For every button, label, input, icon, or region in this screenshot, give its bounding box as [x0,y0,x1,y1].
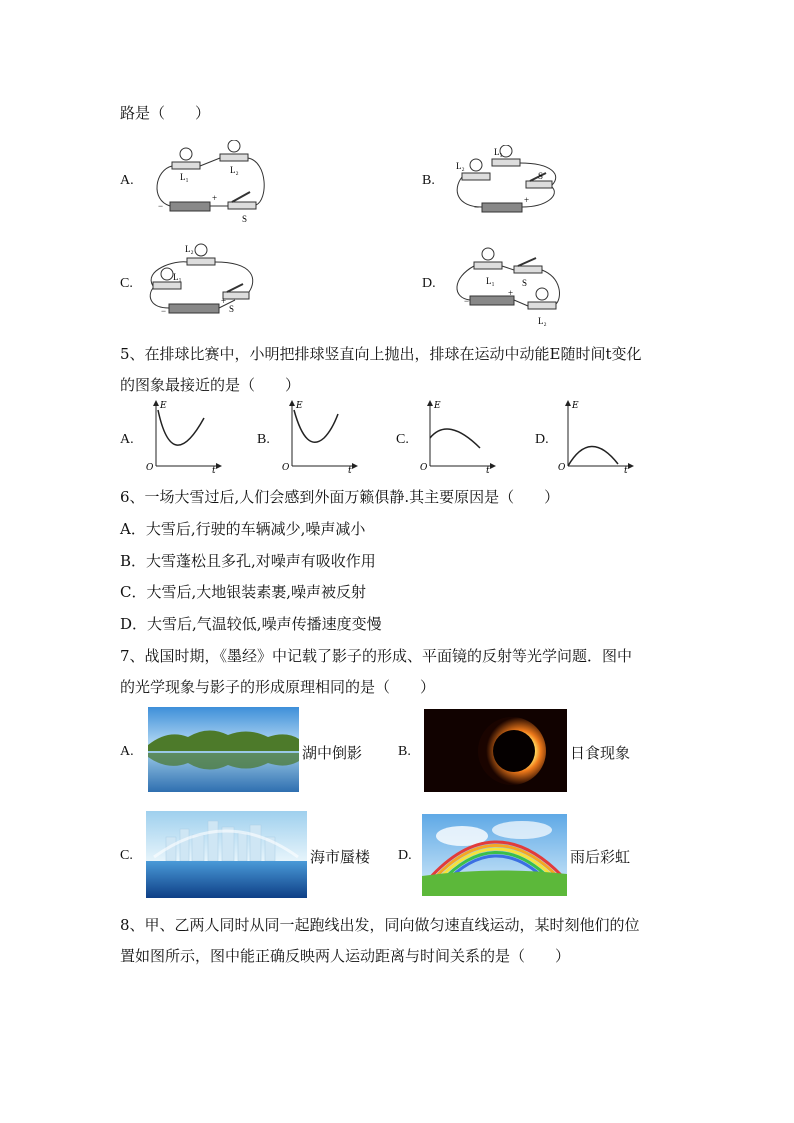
q7-line1: 7、战国时期，《墨经》中记载了影子的形成、平面镜的反射等光学问题．图中 [120,647,633,665]
q4d-l1: L₁ [486,276,495,286]
q7-photo-rainbow [422,814,567,896]
q4-option-c-label: C. [120,276,133,291]
q7-line2: 的光学现象与影子的形成原理相同的是（ ） [120,678,436,696]
q7-option-d-label: D. [398,848,412,863]
q4-option-a-label: A. [120,173,134,188]
q4c-minus: − [161,306,167,316]
q4-stem-tail: 路是（ ） [120,104,211,122]
q7-photo-lake-reflection [148,707,299,792]
q5-option-c-label: C. [396,432,409,447]
q6-stem: 6、一场大雪过后,人们会感到外面万籁俱静.其主要原因是（ ） [120,488,560,506]
q5-option-d-label: D. [535,432,549,447]
q7-photo-solar-eclipse [424,709,567,792]
q7-photo-mirage [146,811,307,898]
q7-option-c-label: C. [120,848,133,863]
q5c-y: E [434,401,441,411]
q6-option-d: D．大雪后,气温较低,噪声传播速度变慢 [120,615,382,633]
q4d-s: S [522,278,528,288]
q5d-o: O [558,463,566,473]
q4-option-d-label: D. [422,276,436,291]
q5-graph-a [144,398,224,473]
q7-caption-d: 雨后彩虹 [570,848,631,866]
q8-line1: 8、甲、乙两人同时从同一起跑线出发，同向做匀速直线运动，某时刻他们的位 [120,916,640,934]
q4b-l2: L₂ [456,161,465,171]
q7-caption-a: 湖中倒影 [302,744,363,762]
q4d-minus: − [464,296,470,306]
q4c-plus: + [221,296,227,306]
q4-circuit-c [145,240,265,320]
q5-line2: 的图象最接近的是（ ） [120,376,301,394]
q5-option-b-label: B. [257,432,270,447]
q5-graph-c [418,398,498,473]
q4b-l1: L₁ [494,147,503,157]
q7-caption-c: 海市蜃楼 [310,848,371,866]
q4d-l2: L₂ [538,316,547,326]
q4-option-b-label: B. [422,173,435,188]
q6-option-c: C．大雪后,大地银装素裹,噪声被反射 [120,583,367,601]
q4b-minus: − [474,202,480,212]
q5c-x: t [486,466,490,473]
q5-option-a-label: A. [120,432,134,447]
q4b-s: S [538,171,544,181]
q4a-l1: L₁ [180,172,189,182]
q5d-y: E [572,401,579,411]
q7-option-a-label: A. [120,744,134,759]
q7-caption-b: 日食现象 [570,744,631,762]
q4a-s: S [242,214,248,224]
q4a-minus: − [158,201,164,211]
q5-graph-b [280,398,360,473]
q5a-y: E [160,401,167,411]
q4d-plus: + [508,288,514,298]
q5b-x: t [348,466,352,473]
q5b-o: O [282,463,290,473]
q6-option-b: B．大雪蓬松且多孔,对噪声有吸收作用 [120,552,376,570]
q5d-x: t [624,466,628,473]
q4c-l2: L₂ [185,244,194,254]
q5b-y: E [296,401,303,411]
q5a-o: O [146,463,154,473]
q4c-l1: L₁ [173,272,182,282]
q4-circuit-d [452,238,567,328]
q4b-plus: + [524,195,530,205]
q6-option-a: A．大雪后,行驶的车辆减少,噪声减小 [120,520,366,538]
q5-graph-d [556,398,636,473]
q5c-o: O [420,463,428,473]
q4a-l2: L₂ [230,165,239,175]
q4-circuit-b [452,145,567,220]
q5-line1: 5、在排球比赛中，小明把排球竖直向上抛出，排球在运动中动能E随时间t变化 [120,345,642,363]
q7-option-b-label: B. [398,744,411,759]
q4-circuit-a [150,140,270,225]
q4a-plus: + [212,193,218,203]
q8-line2: 置如图所示，图中能正确反映两人运动距离与时间关系的是（ ） [120,947,571,965]
q4c-s: S [229,304,235,314]
q5a-x: t [212,466,216,473]
